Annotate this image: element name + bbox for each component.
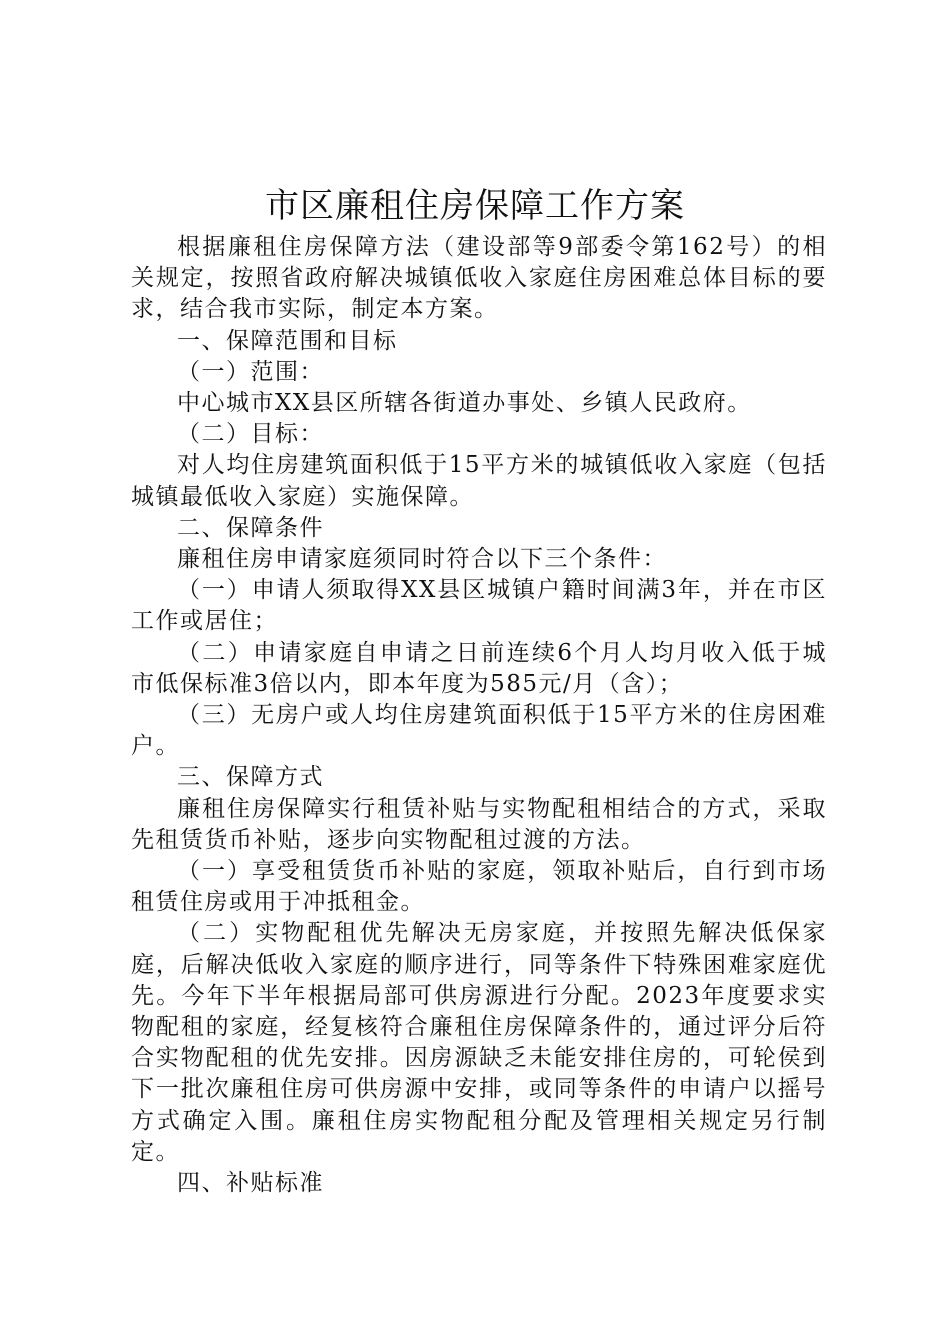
methods-paragraph: 廉租住房保障实行租赁补贴与实物配租相结合的方式，采取先租赁货币补贴，逐步向实物配租过渡的方法。 [131, 795, 827, 853]
document-title: 市区廉租住房保障工作方案 [265, 186, 685, 226]
method-item-1: （一）享受租赁货币补贴的家庭，领取补贴后，自行到市场租赁住房或用于冲抵租金。 [131, 858, 827, 916]
subsection-heading-scope: （一）范围： [177, 358, 324, 385]
section-heading-subsidy-standard: 四、补贴标准 [177, 1170, 324, 1197]
condition-item-1: （一）申请人须取得XX县区城镇户籍时间满3年，并在市区工作或居住； [131, 577, 827, 635]
intro-paragraph: 根据廉租住房保障方法（建设部等9部委令第162号）的相关规定，按照省政府解决城镇低收入家庭住房困难总体目标的要求，结合我市实际，制定本方案。 [131, 234, 827, 323]
section-heading-methods: 三、保障方式 [177, 764, 324, 791]
goals-paragraph: 对人均住房建筑面积低于15平方米的城镇低收入家庭（包括城镇最低收入家庭）实施保障。 [131, 452, 827, 510]
scope-paragraph: 中心城市XX县区所辖各街道办事处、乡镇人民政府。 [177, 390, 752, 417]
section-heading-scope-and-goals: 一、保障范围和目标 [177, 327, 398, 354]
method-item-2: （二）实物配租优先解决无房家庭，并按照先解决低保家庭，后解决低收入家庭的顺序进行，同等条件下特殊困难家庭优先。今年下半年根据局部可供房源进行分配。2023年度要求实物配租的家庭，经复核符合廉租住房保障条件的，通过评分后符合实物配租的优先安排。因房源缺乏未能安排住房的，可轮侯到下一批次廉租住房可供房源中安排，或同等条件的申请户以摇号方式确定入围。廉租住房实物配租分配及管理相关规定另行制定。 [131, 920, 827, 1165]
condition-item-2: （二）申请家庭自申请之日前连续6个月人均月收入低于城市低保标准3倍以内，即本年度为585元/月（含）； [131, 639, 827, 697]
conditions-intro-paragraph: 廉租住房申请家庭须同时符合以下三个条件： [177, 546, 667, 573]
condition-item-3: （三）无房户或人均住房建筑面积低于15平方米的住房困难户。 [131, 702, 827, 760]
section-heading-conditions: 二、保障条件 [177, 514, 324, 541]
document-body [131, 232, 827, 1199]
subsection-heading-goals: （二）目标： [177, 421, 324, 448]
